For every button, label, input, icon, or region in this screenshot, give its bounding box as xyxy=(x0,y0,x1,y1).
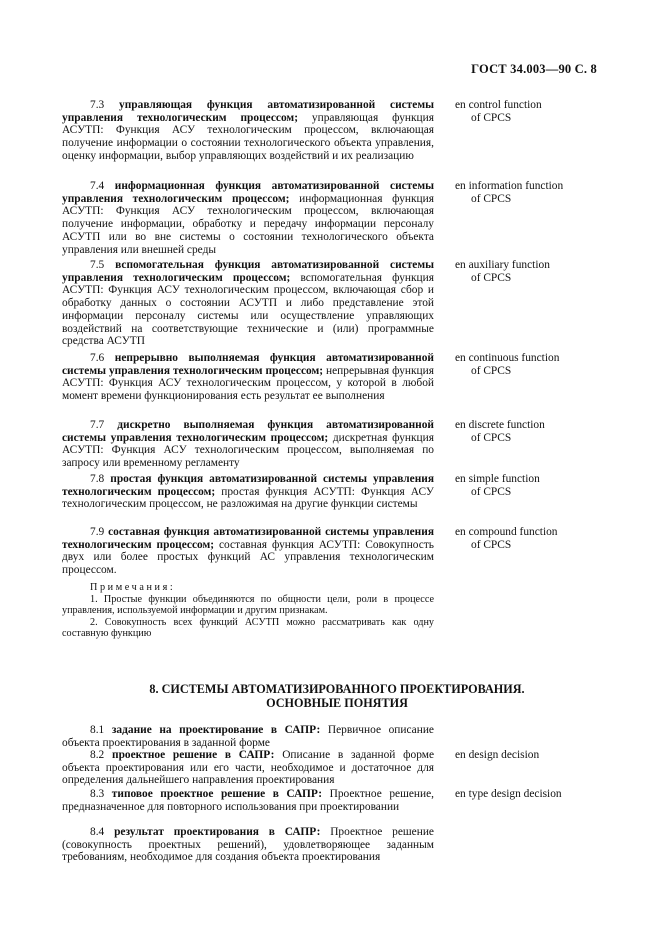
term-definition: 8.3 типовое проектное решение в САПР: Проектное решение, предназначенное для повторного использования при проектировании xyxy=(62,788,434,813)
notes-caption: Примечания: xyxy=(90,582,176,593)
note-1: 1. Простые функции объединяются по общности цели, роли в процессе управления, используемой информации и другим признакам. xyxy=(62,593,434,617)
english-equivalent: en discrete function of CPCS xyxy=(455,419,545,444)
term-definition: 7.9 составная функция автоматизированной системы управления технологическим процессом; составная функция АСУТП: Совокупность двух или более простых функций АС управления технологическим процессом. xyxy=(62,526,434,577)
note-2: 2. Совокупность всех функций АСУТП можно рассматривать как одну составную функцию xyxy=(62,616,434,640)
english-equivalent: en continuous function of CPCS xyxy=(455,352,560,377)
english-equivalent: en control function of CPCS xyxy=(455,99,542,124)
page-header: ГОСТ 34.003—90 С. 8 xyxy=(471,62,597,76)
english-equivalent: en type design decision xyxy=(455,788,562,800)
term-definition: 7.6 непрерывно выполняемая функция автоматизированной системы управления технологическим процессом; непрерывная функция АСУТП: Функция АСУ технологическим процессом, у которой в любой момент времени функционирования есть результат ее выполнения xyxy=(62,352,434,403)
english-equivalent: en information function of CPCS xyxy=(455,180,564,205)
term-definition: 7.8 простая функция автоматизированной системы управления технологическим процессом; простая функция АСУТП: Функция АСУ технологическим процессом, не разложимая на другие функции системы xyxy=(62,473,434,511)
notes-block xyxy=(62,582,434,640)
english-equivalent: en simple function of CPCS xyxy=(455,473,540,498)
term-definition: 8.1 задание на проектирование в САПР: Первичное описание объекта проектирования в заданной форме xyxy=(62,724,434,749)
term-definition: 8.2 проектное решение в САПР: Описание в заданной форме объекта проектирования или его части, необходимое и достаточное для определения дальнейшего направления проектирования xyxy=(62,749,435,787)
term-definition: 7.7 дискретно выполняемая функция автоматизированной системы управления технологическим процессом; дискретная функция АСУТП: Функция АСУ технологическим процессом, выполняемая по запросу или временному регламенту xyxy=(62,419,434,470)
term-definition: 8.4 результат проектирования в САПР: Проектное решение (совокупность проектных решений), удовлетворяющее заданным требованиям, необходимое для создания объекта проектирования xyxy=(62,826,434,864)
term-definition: 7.4 информационная функция автоматизированной системы управления технологическим процессом; информационная функция АСУТП: Функция АСУ технологическим процессом, включающая получение информации, обработку и передачу информации персоналу АСУТП или во вне системы о состоянии технологического объекта управления или внешней среды xyxy=(62,180,434,256)
english-equivalent: en auxiliary function of CPCS xyxy=(455,259,550,284)
section-heading: 8. СИСТЕМЫ АВТОМАТИЗИРОВАННОГО ПРОЕКТИРОВАНИЯ. ОСНОВНЫЕ ПОНЯТИЯ xyxy=(149,682,525,710)
english-equivalent: en design decision xyxy=(455,749,540,761)
english-equivalent: en compound function of CPCS xyxy=(455,526,558,551)
term-definition: 7.3 управляющая функция автоматизированной системы управления технологическим процессом; управляющая функция АСУТП: Функция АСУ технологическим процессом, включающая получение информации о состоянии технологического объекта управления, оценку информации, выбор управляющих воздействий и их реализацию xyxy=(62,99,434,162)
term-definition: 7.5 вспомогательная функция автоматизированной системы управления технологическим процессом; вспомогательная функция АСУТП: Функция АСУ технологическим процессом, включающая сбор и обработку данных о состоянии АСУТП и либо представление этой информации персоналу системы или осуществление управляющих воздействий на соответствующие технические и (или) программные средства АСУТП xyxy=(62,259,434,348)
